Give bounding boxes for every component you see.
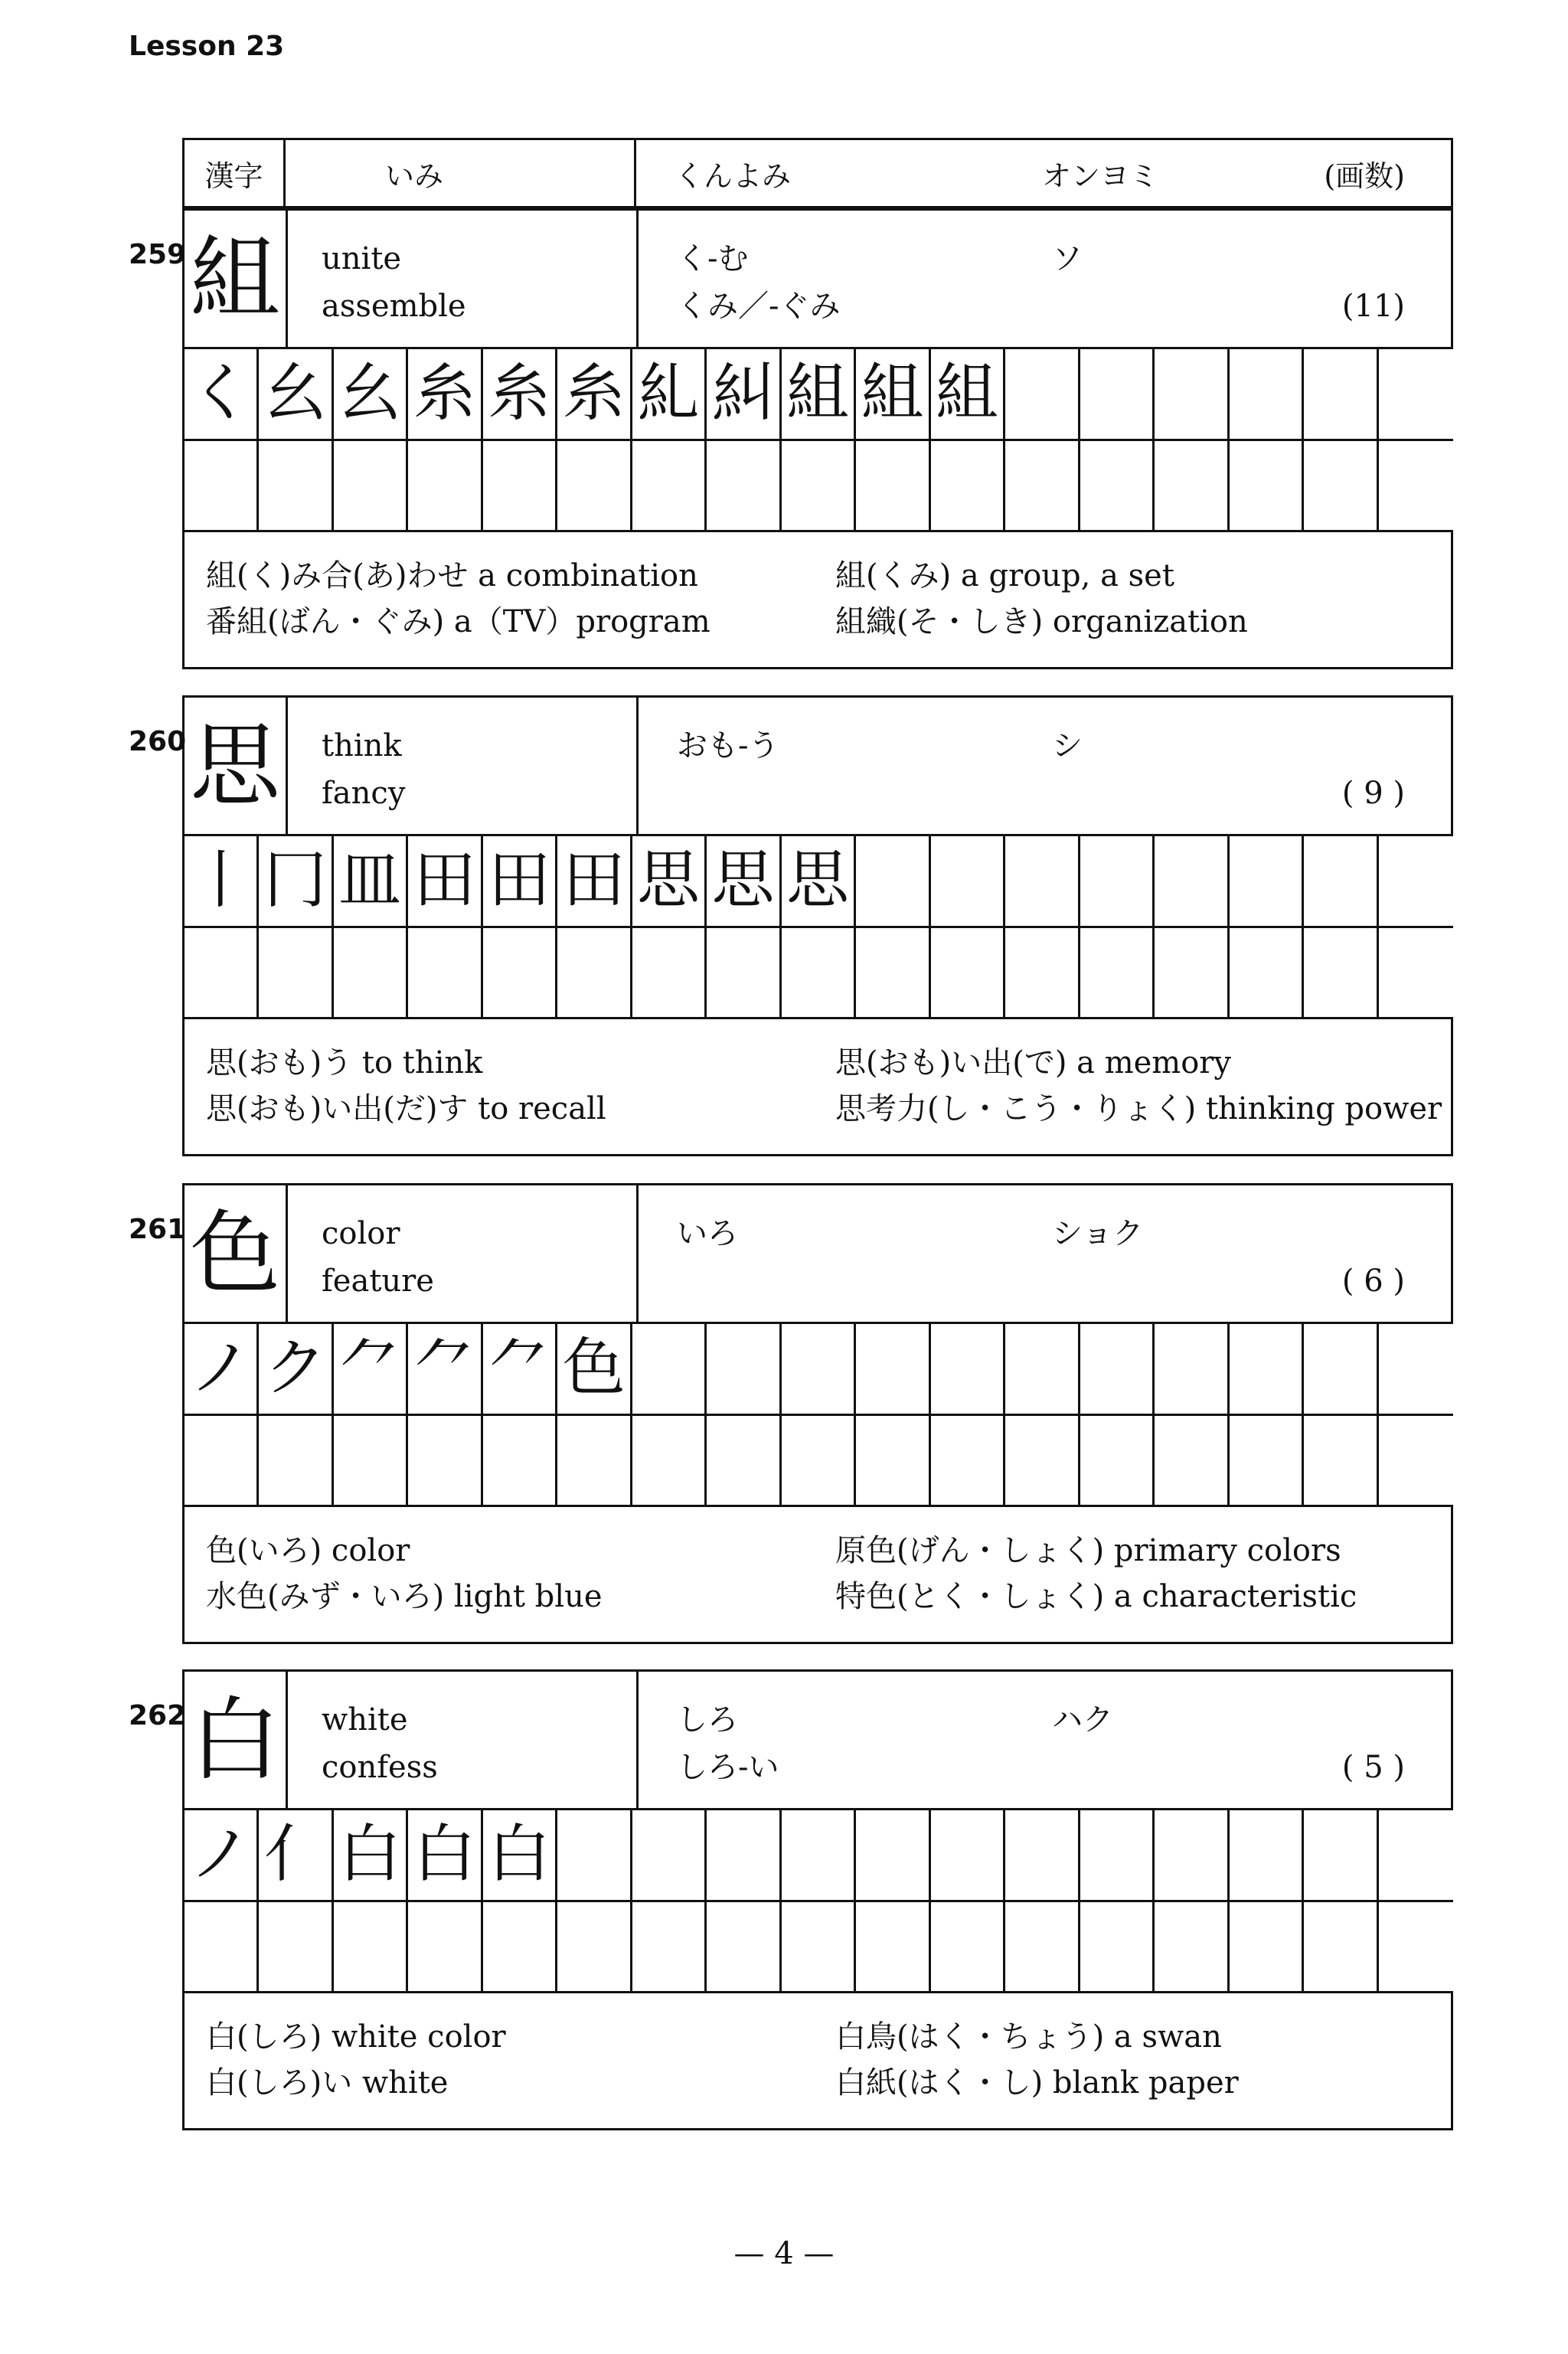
stroke-order-step: 組 (856, 347, 930, 439)
stroke-order-grid (182, 834, 1453, 1019)
practice-cell[interactable] (557, 1808, 632, 1900)
practice-cell[interactable] (1080, 439, 1155, 531)
practice-cell[interactable] (632, 1414, 707, 1506)
practice-cell[interactable] (782, 1808, 856, 1900)
practice-cell[interactable] (931, 1900, 1005, 1992)
lesson-label: Lesson 23 (129, 31, 285, 62)
practice-cell[interactable] (931, 926, 1005, 1018)
entry-meanings (288, 1185, 639, 1322)
page-number: — 4 — (733, 2236, 835, 2271)
example-3: 思(おも)い出(だ)す to recall (206, 1091, 606, 1126)
kunyomi-readings (677, 722, 779, 770)
stroke-order-step: 田 (557, 834, 632, 926)
practice-cell[interactable] (1304, 1808, 1378, 1900)
entry-readings (639, 1185, 1451, 1322)
practice-cell[interactable] (334, 1414, 408, 1506)
practice-cell[interactable] (1080, 834, 1155, 926)
stroke-order-step: 皿 (334, 834, 408, 926)
meaning-2: fancy (322, 776, 406, 811)
kunyomi-2: しろ-い (677, 1750, 779, 1785)
example-3: 水色(みず・いろ) light blue (206, 1579, 603, 1614)
practice-cell[interactable] (1155, 1900, 1229, 1992)
practice-cell[interactable] (334, 926, 408, 1018)
practice-cell[interactable] (185, 926, 259, 1018)
kunyomi-readings (677, 1696, 779, 1791)
practice-cell[interactable] (931, 1808, 1005, 1900)
practice-cell[interactable] (1304, 1414, 1378, 1506)
example-2: 白鳥(はく・ちょう) a swan (835, 2019, 1222, 2055)
practice-cell[interactable] (185, 1900, 259, 1992)
practice-cell[interactable] (1005, 347, 1080, 439)
practice-cell[interactable] (1155, 834, 1229, 926)
practice-cell[interactable] (1379, 1322, 1453, 1414)
practice-cell[interactable] (259, 1900, 333, 1992)
entry-info (182, 208, 1453, 349)
practice-cell[interactable] (259, 926, 333, 1018)
practice-cell[interactable] (185, 1414, 259, 1506)
entry-info (182, 695, 1453, 836)
stroke-order-step: ノ (185, 1322, 259, 1414)
example-4: 組織(そ・しき) organization (835, 604, 1248, 639)
header-stroke-count: (画数) (1324, 159, 1405, 193)
example-1: 色(いろ) color (206, 1533, 410, 1568)
practice-cell[interactable] (259, 439, 333, 531)
stroke-order-step: 白 (408, 1808, 482, 1900)
example-words (182, 530, 1453, 669)
header-kunyomi: くんよみ (675, 159, 792, 193)
onyomi-reading: ハク (1052, 1702, 1113, 1738)
practice-cell[interactable] (1080, 1808, 1155, 1900)
practice-cell[interactable] (408, 1900, 482, 1992)
header-kanji: 漢字 (185, 140, 286, 206)
stroke-order-step: 糸 (408, 347, 482, 439)
practice-cell[interactable] (856, 1414, 930, 1506)
meaning-1: unite (322, 241, 402, 276)
practice-cell[interactable] (259, 1414, 333, 1506)
meaning-2: feature (322, 1264, 434, 1299)
practice-cell[interactable] (931, 1414, 1005, 1506)
practice-cell[interactable] (1379, 1808, 1453, 1900)
practice-cell[interactable] (557, 1900, 632, 1992)
header-onyomi: オンヨミ (1042, 159, 1159, 193)
stroke-count: ( 5 ) (1341, 1750, 1405, 1785)
practice-cell[interactable] (782, 1414, 856, 1506)
practice-cell[interactable] (1155, 1414, 1229, 1506)
entry-meanings (288, 698, 639, 834)
entry-number: 259 (129, 239, 187, 270)
practice-cell[interactable] (1304, 1900, 1378, 1992)
entry-number: 261 (129, 1214, 187, 1245)
practice-cell[interactable] (1080, 1900, 1155, 1992)
practice-cell[interactable] (1304, 347, 1378, 439)
meaning-1: white (322, 1702, 408, 1738)
onyomi-reading: ソ (1052, 241, 1083, 276)
practice-cell[interactable] (1080, 1414, 1155, 1506)
onyomi-reading: ショク (1052, 1216, 1144, 1251)
example-1: 組(く)み合(あ)わせ a combination (206, 558, 698, 593)
example-words (182, 1991, 1453, 2130)
practice-cell[interactable] (856, 439, 930, 531)
practice-cell[interactable] (483, 926, 557, 1018)
practice-cell[interactable] (408, 1414, 482, 1506)
entry-number: 260 (129, 726, 187, 757)
practice-cell[interactable] (1230, 834, 1304, 926)
practice-cell[interactable] (632, 1808, 707, 1900)
practice-cell[interactable] (557, 1414, 632, 1506)
example-4: 特色(とく・しょく) a characteristic (835, 1579, 1357, 1614)
practice-cell[interactable] (1005, 1322, 1080, 1414)
practice-cell[interactable] (1230, 1808, 1304, 1900)
practice-cell[interactable] (1379, 1900, 1453, 1992)
example-1: 思(おも)う to think (206, 1045, 483, 1081)
entry-readings (639, 211, 1451, 347)
stroke-order-step: ⺈ (334, 1322, 408, 1414)
stroke-order-step: 幺 (334, 347, 408, 439)
practice-cell[interactable] (782, 926, 856, 1018)
practice-cell[interactable] (1230, 926, 1304, 1018)
stroke-order-step: ク (259, 1322, 333, 1414)
practice-cell[interactable] (1080, 347, 1155, 439)
stroke-order-step: 糺 (632, 347, 707, 439)
stroke-order-step: ⺈ (483, 1322, 557, 1414)
practice-cell[interactable] (782, 1322, 856, 1414)
onyomi-reading: シ (1052, 728, 1083, 763)
practice-cell[interactable] (408, 926, 482, 1018)
example-3: 白(しろ)い white (206, 2065, 449, 2101)
practice-cell[interactable] (1304, 834, 1378, 926)
practice-cell[interactable] (1304, 926, 1378, 1018)
entry-kanji: 白 (185, 1672, 288, 1808)
practice-cell[interactable] (1005, 926, 1080, 1018)
practice-cell[interactable] (856, 1900, 930, 1992)
entry-info (182, 1669, 1453, 1810)
kunyomi-1: く-む (677, 241, 749, 276)
kunyomi-1: しろ (677, 1702, 738, 1738)
stroke-order-step: 田 (483, 834, 557, 926)
practice-cell[interactable] (707, 1322, 781, 1414)
practice-cell[interactable] (931, 439, 1005, 531)
example-4: 思考力(し・こう・りょく) thinking power (835, 1091, 1442, 1126)
practice-cell[interactable] (408, 439, 482, 531)
stroke-order-grid (182, 347, 1453, 532)
meaning-1: color (322, 1216, 400, 1251)
practice-cell[interactable] (632, 926, 707, 1018)
practice-cell[interactable] (931, 834, 1005, 926)
entry-meanings (288, 211, 639, 347)
stroke-order-step: 白 (334, 1808, 408, 1900)
stroke-order-grid (182, 1808, 1453, 1993)
meaning-1: think (322, 728, 402, 763)
stroke-order-step: 丨 (185, 834, 259, 926)
practice-cell[interactable] (557, 439, 632, 531)
practice-cell[interactable] (856, 1322, 930, 1414)
example-4: 白紙(はく・し) blank paper (835, 2065, 1239, 2101)
stroke-order-step: 亻 (259, 1808, 333, 1900)
stroke-order-step: 組 (782, 347, 856, 439)
stroke-order-step: 組 (931, 347, 1005, 439)
practice-cell[interactable] (856, 926, 930, 1018)
entry-info (182, 1183, 1453, 1324)
practice-cell[interactable] (1080, 1322, 1155, 1414)
kunyomi-readings (677, 235, 841, 330)
practice-cell[interactable] (1304, 1322, 1378, 1414)
example-2: 組(くみ) a group, a set (835, 558, 1174, 593)
practice-cell[interactable] (1005, 834, 1080, 926)
kunyomi-1: いろ (677, 1216, 738, 1251)
header-meaning: いみ (286, 140, 636, 206)
stroke-order-grid (182, 1322, 1453, 1507)
example-3: 番組(ばん・ぐみ) a（TV）program (206, 604, 710, 639)
practice-cell[interactable] (1155, 347, 1229, 439)
practice-cell[interactable] (1379, 834, 1453, 926)
practice-cell[interactable] (1379, 439, 1453, 531)
table-header (182, 138, 1453, 208)
practice-cell[interactable] (707, 1808, 781, 1900)
practice-cell[interactable] (1005, 1808, 1080, 1900)
kunyomi-readings (677, 1210, 738, 1257)
stroke-order-step: 思 (782, 834, 856, 926)
meaning-2: assemble (322, 289, 466, 324)
practice-cell[interactable] (782, 439, 856, 531)
stroke-order-step: 思 (707, 834, 781, 926)
example-1: 白(しろ) white color (206, 2019, 506, 2055)
stroke-order-step: 思 (632, 834, 707, 926)
stroke-order-step: 幺 (259, 347, 333, 439)
stroke-order-step: 糸 (557, 347, 632, 439)
practice-cell[interactable] (1005, 1900, 1080, 1992)
practice-cell[interactable] (185, 439, 259, 531)
practice-cell[interactable] (1230, 439, 1304, 531)
practice-cell[interactable] (856, 1808, 930, 1900)
practice-cell[interactable] (1379, 926, 1453, 1018)
entry-kanji: 色 (185, 1185, 288, 1322)
practice-cell[interactable] (632, 1900, 707, 1992)
practice-cell[interactable] (483, 1414, 557, 1506)
example-words (182, 1017, 1453, 1156)
example-2: 原色(げん・しょく) primary colors (835, 1533, 1341, 1568)
practice-cell[interactable] (707, 1900, 781, 1992)
meaning-2: confess (322, 1750, 438, 1785)
practice-cell[interactable] (782, 1900, 856, 1992)
practice-cell[interactable] (483, 439, 557, 531)
entry-number: 262 (129, 1700, 187, 1731)
practice-cell[interactable] (1080, 926, 1155, 1018)
practice-cell[interactable] (707, 1414, 781, 1506)
practice-cell[interactable] (557, 926, 632, 1018)
practice-cell[interactable] (1379, 1414, 1453, 1506)
practice-cell[interactable] (707, 439, 781, 531)
practice-cell[interactable] (1230, 347, 1304, 439)
kunyomi-1: おも-う (677, 728, 779, 763)
stroke-count: (11) (1341, 289, 1405, 324)
entry-readings (639, 698, 1451, 834)
practice-cell[interactable] (1230, 1900, 1304, 1992)
example-2: 思(おも)い出(で) a memory (835, 1045, 1232, 1081)
stroke-count: ( 6 ) (1341, 1264, 1405, 1299)
practice-cell[interactable] (1304, 439, 1378, 531)
example-words (182, 1505, 1453, 1644)
practice-cell[interactable] (334, 439, 408, 531)
practice-cell[interactable] (1230, 1322, 1304, 1414)
practice-cell[interactable] (1155, 1322, 1229, 1414)
practice-cell[interactable] (1155, 926, 1229, 1018)
practice-cell[interactable] (1005, 439, 1080, 531)
stroke-order-step: 白 (483, 1808, 557, 1900)
entry-kanji: 思 (185, 698, 288, 834)
practice-cell[interactable] (707, 926, 781, 1018)
practice-cell[interactable] (1005, 1414, 1080, 1506)
stroke-order-step: 田 (408, 834, 482, 926)
stroke-order-step: ⺈ (408, 1322, 482, 1414)
entry-readings (639, 1672, 1451, 1808)
stroke-order-step: く (185, 347, 259, 439)
practice-cell[interactable] (632, 1322, 707, 1414)
stroke-count: ( 9 ) (1341, 776, 1405, 811)
stroke-order-step: 糾 (707, 347, 781, 439)
practice-cell[interactable] (1230, 1414, 1304, 1506)
stroke-order-step: ノ (185, 1808, 259, 1900)
stroke-order-step: 色 (557, 1322, 632, 1414)
practice-cell[interactable] (483, 1900, 557, 1992)
practice-cell[interactable] (1155, 1808, 1229, 1900)
practice-cell[interactable] (931, 1322, 1005, 1414)
practice-cell[interactable] (334, 1900, 408, 1992)
entry-kanji: 組 (185, 211, 288, 347)
stroke-order-step: 冂 (259, 834, 333, 926)
entry-meanings (288, 1672, 639, 1808)
practice-cell[interactable] (632, 439, 707, 531)
practice-cell[interactable] (856, 834, 930, 926)
stroke-order-step: 糸 (483, 347, 557, 439)
practice-cell[interactable] (1379, 347, 1453, 439)
kunyomi-2: くみ／-ぐみ (677, 289, 841, 324)
practice-cell[interactable] (1155, 439, 1229, 531)
